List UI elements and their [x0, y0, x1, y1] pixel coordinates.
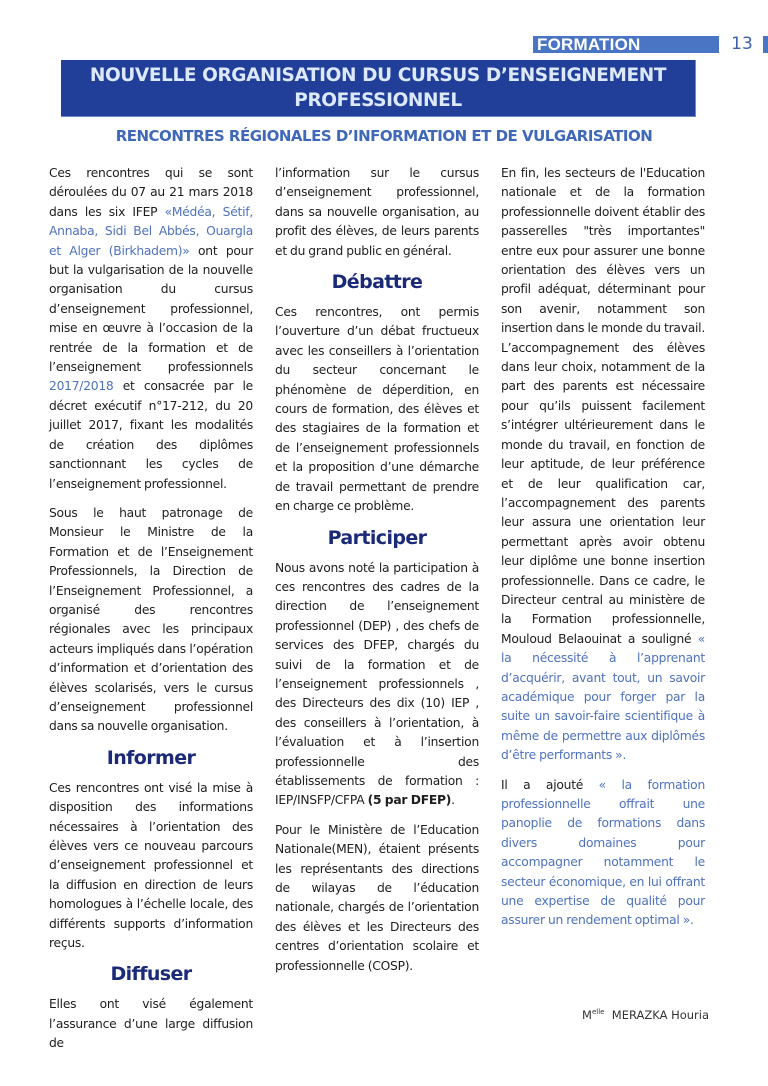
title-line-2: PROFESSIONNEL: [294, 90, 462, 111]
heading-debattre: Débattre: [331, 271, 423, 294]
text: Nous avons noté la participation à ces rencontres des cadres de la direction de l’enseignement professionnel (DEP) , des chefs de services des DFEP, chargés du suivi de la formation et de l’enseignement professionnels , des Directeurs des dix (10) IEP , des conseillers à l’orientation, à l’évaluation et à l’insertion professionnelle des établissements de formation : IEP/INSFP/CFPA: [275, 560, 479, 808]
paragraph-diffuser-cont: l’information sur le cursus d’enseignement professionnel, dans sa nouvelle organisation, au profit des élèves, de leurs parents et du grand public en général.: [275, 166, 479, 258]
section-tab: [533, 36, 719, 53]
author-prefix-sup: elle: [591, 1008, 605, 1016]
paragraph-intro: [49, 164, 253, 494]
heading-informer: Informer: [106, 746, 196, 769]
paragraph-patronage: Sous le haut patronage de Monsieur le Ministre de la Formation et de l’Enseignement Professionnels, la Direction de l’Enseignement Professionnel, a organisé des rencontres régionales avec les principaux acteurs impliqués dans l’opération d’information et d’orientation des élèves scolarisés, vers le cursus d’enseignement professionnel dans sa nouvelle organisation.: [49, 505, 253, 734]
bold-note: (5 par DFEP): [367, 793, 452, 808]
author-prefix: M: [582, 1007, 592, 1022]
section-label: FORMATION: [537, 36, 641, 53]
ifep-list: «Médéa, Sétif, Annaba, Sidi Bel Abbés, Ouargla et Alger (Birkhadem)»: [49, 204, 253, 258]
paragraph-diffuser: Elles ont visé également l’assurance d’une large diffusion de: [49, 997, 253, 1051]
page-number-bar: [763, 36, 768, 53]
paragraph-men: Pour le Ministère de l’Education Nationale(MEN), étaient présents les représentants des directions de wilayas de l’éducation nationale, chargés de l’orientation des élèves et les Directeurs des centres d’orientation scolaire et professionnelle (COSP).: [275, 822, 479, 973]
column-1: [49, 164, 253, 1064]
subtitle: RENCONTRES RÉGIONALES D’INFORMATION ET DE VULGARISATION: [115, 127, 653, 145]
heading-diffuser: Diffuser: [110, 963, 192, 986]
text: ont pour but la vulgarisation de la nouvelle organisation du cursus d’enseignement professionnel, mise en œuvre à l’occasion de la rentrée de la formation et de l’enseignement professionnels: [49, 243, 253, 375]
page-title: [61, 60, 695, 113]
author-signature: [582, 1005, 709, 1022]
text: et consacrée par le décret exécutif n°17-212, du 20 juillet 2017, fixant les modalités de création des diplômes sanctionnant les cycles de l’enseignement professionnel.: [49, 379, 253, 491]
text: Il a ajouté: [501, 777, 599, 792]
paragraph-informer: Ces rencontres ont visé la mise à disposition des informations nécessaires à l’orientation des élèves vers ce nouveau parcours d’enseignement professionnel et la diffusion en direction de leurs homologues à l’échelle locale, des différents supports d’information reçus.: [49, 780, 253, 951]
page-number-block: [723, 36, 768, 53]
text: En fin, les secteurs de l'Education nationale et de la formation professionnelle doivent établir des passerelles "très importantes" entre eux pour assurer une bonne orientation des élèves vers un profil adéquat, déterminant pour son avenir, notamment son insertion dans le monde du travail. L’accompagnement des élèves dans leur choix, notamment de la part des parents est nécessaire pour qu’ils puissent facilement s’intégrer ultérieurement dans le monde du travail, en fonction de leur aptitude, de leur préférence et de leur qualification car, l’accompagnement des parents leur assura une orientation leur permettant après avoir obtenu leur diplôme une bonne insertion professionnelle. Dans ce cadre, le Directeur central au ministère de la Formation professionnelle, Mouloud Belaouinat a souligné: [501, 166, 705, 646]
text: .: [451, 793, 455, 808]
column-3: [501, 164, 705, 941]
heading-participer: Participer: [327, 526, 427, 549]
column-2: [275, 164, 479, 986]
paragraph-participer: [275, 559, 479, 811]
quote-belaouinat: « la nécessité à l’apprenant d’acquérir, avant tout, un savoir académique pour forger par la suite un savoir-faire scientifique à même de permettre aux diplômés d’être performants ».: [501, 631, 705, 763]
paragraph-conclusion: [501, 164, 705, 766]
title-banner: [61, 60, 696, 117]
author-name: MERAZKA Houria: [611, 1007, 710, 1022]
quote-formation: « la formation professionnelle offrait une panoplie de formations dans divers domaines pour accompagner notamment le secteur économique, en lui offrant une expertise de qualité pour assurer un rendement optimal ».: [501, 777, 705, 928]
title-line-1: NOUVELLE ORGANISATION DU CURSUS D’ENSEIGNEMENT: [89, 65, 667, 86]
text: Ces rencontres qui se sont déroulées du 07 au 21 mars 2018 dans les six IFEP: [49, 166, 253, 219]
page-number: 13: [731, 34, 753, 54]
school-year: 2017/2018: [49, 379, 114, 394]
paragraph-debattre: Ces rencontres, ont permis l’ouverture d’un débat fructueux avec les conseillers à l’orientation du secteur concernant le phénomène de déperdition, en cours de formation, des élèves et des stagiaires de la formation et de l’enseignement professionnels et la proposition d’une démarche de travail permettant de prendre en charge ce problème.: [275, 305, 479, 514]
paragraph-added: [501, 776, 705, 931]
